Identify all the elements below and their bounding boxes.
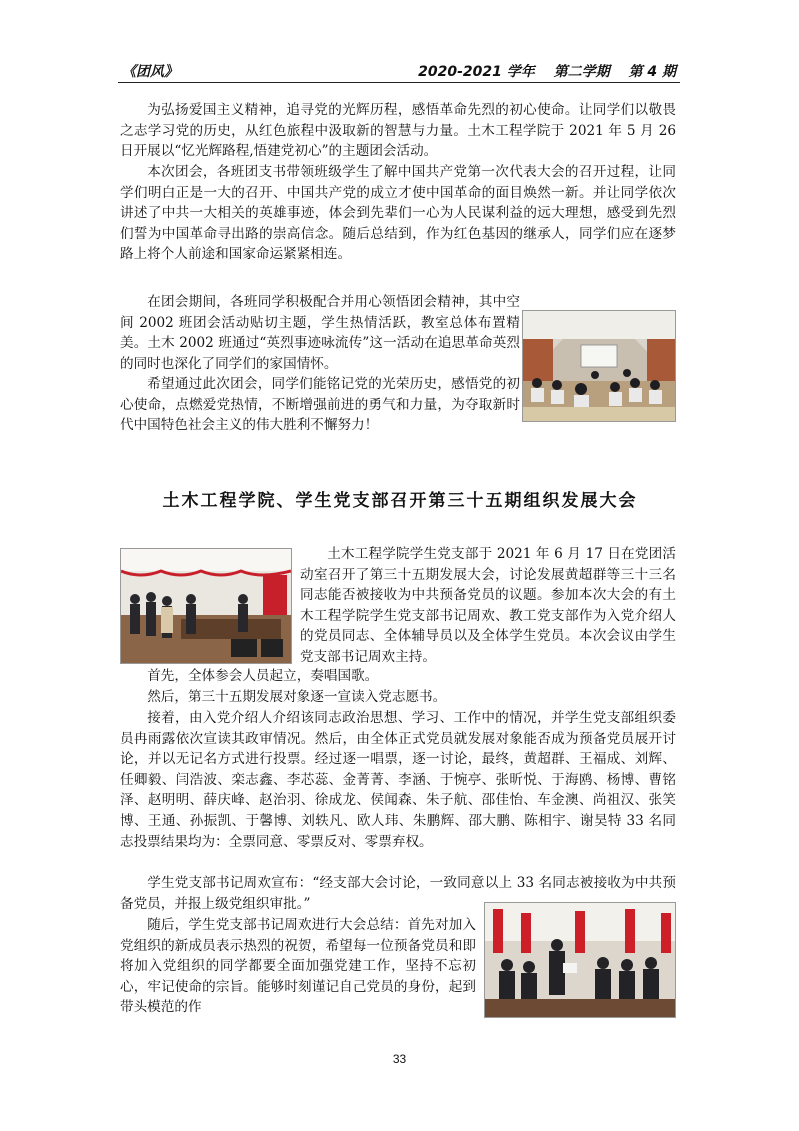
classroom-photo xyxy=(522,310,676,422)
meeting-room-photo-image xyxy=(121,549,291,663)
section1-paragraph-1: 为弘扬爱国主义精神，追寻党的光辉历程，感悟革命先烈的初心使命。让同学们以敬畏之志学习党的历史，从红色旅程中汲取新的智慧与力量。土木工程学院于 2021 年 5 月 26 日开展以“忆光辉路程,悟建党初心”的主题团会活动。 xyxy=(120,102,676,160)
section2-paragraph-4: 接着，由入党介绍人介绍该同志政治思想、学习、工作中的情况，并学生党支部组织委员冉雨露依次宣读其政审情况。然后，由全体正式党员就发展对象能否成为预备党员展开讨论，并以无记名方式进行投票。经过逐一唱票，逐一讨论，最终，黄超群、王福成、刘辉、任卿毅、闫浩波、栾志鑫、李芯蕊、金菁菁、李涵、于惋亭、张昕悦、于海鸥、杨博、曹铭泽、赵明明、薛庆峰、赵治羽、徐成龙、侯闻森、朱子航、邵佳怡、车金澳、尚祖汉、张笑博、王通、孙振凯、于馨博、刘轶凡、欧人玮、朱鹏辉、邵大鹏、陈相宇、谢昊特 33 名同志投票结果均为：全票同意、零票反对、零票弃权。 xyxy=(120,710,676,850)
meeting-room-photo xyxy=(120,548,292,664)
issue-info: 2020-2021 学年 第二学期 第 4 期 xyxy=(418,64,676,80)
section2-paragraph-1-head xyxy=(300,544,676,668)
section1-paragraph-2: 本次团会，各班团支书带领班级学生了解中国共产党第一次代表大会的召开过程，让同学们明白正是一大的召开、中国共产党的成立才使中国革命的面目焕然一新。并让同学依次讲述了中共一大相关的英雄事迹，体会到先辈们一心为人民谋利益的远大理想，感受到先烈们誓为中国革命寻出路的崇高信念。随后总结到，作为红色基因的继承人，同学们应在逐梦路上将个人前途和国家命运紧紧相连。 xyxy=(120,164,676,263)
section1-paragraph-4: 希望通过此次团会，同学们能铭记党的光荣历史，感悟党的初心使命，点燃爱党热情，不断增强前进的勇气和力量，为夺取新时代中国特色社会主义的伟大胜利不懈努力！ xyxy=(120,376,520,434)
section2-title: 土木工程学院、学生党支部召开第三十五期组织发展大会 xyxy=(162,491,638,511)
section2-paragraph-2: 首先，全体参会人员起立，奏唱国歌。 xyxy=(147,668,379,684)
section2-paragraph-1: 土木工程学院学生党支部于 2021 年 6 月 17 日在党团活动室召开了第三十五期发展大会，讨论发展黄超群等三十三名同志能否被接收为中共预备党员的议题。参加本次大会的有土木工程学院学生党支部书记周欢、教工党支部作为入党介绍人的党员同志、全体辅导员以及全体学生党员。本次会议由学生党支部书记周欢主持。 xyxy=(300,546,676,665)
journal-name: 《团风》 xyxy=(122,64,178,80)
summary-speech-photo xyxy=(484,902,676,1018)
classroom-photo-image xyxy=(523,311,675,421)
section1-paragraph-3: 在团会期间，各班同学积极配合并用心领悟团会精神，其中空间 2002 班团会活动贴切主题，学生热情活跃，教室总体布置精美。土木 2002 班通过“英烈事迹咏流传”这一活动在追思革命英烈的同时也深化了同学们的家国情怀。 xyxy=(120,294,520,372)
section2-paragraph-3: 然后，第三十五期发展对象逐一宣读入党志愿书。 xyxy=(147,689,447,705)
page-number: 33 xyxy=(392,1052,407,1066)
summary-speech-photo-image xyxy=(485,903,675,1017)
page-header xyxy=(118,52,680,83)
section2-paragraph-5: 学生党支部书记周欢宣布：“经支部大会讨论，一致同意以上 33 名同志被接收为中共预备党员，并报上级党组织审批。” xyxy=(120,875,676,912)
section2-paragraph-6: 随后，学生党支部书记周欢进行大会总结：首先对加入党组织的新成员表示热烈的祝贺，希望每一位预备党员和即将加入党组织的同学都要全面加强党建工作，坚持不忘初心，牢记使命的宗旨。能够时刻谨记自己党员的身份，起到带头模范的作 xyxy=(120,917,476,1016)
